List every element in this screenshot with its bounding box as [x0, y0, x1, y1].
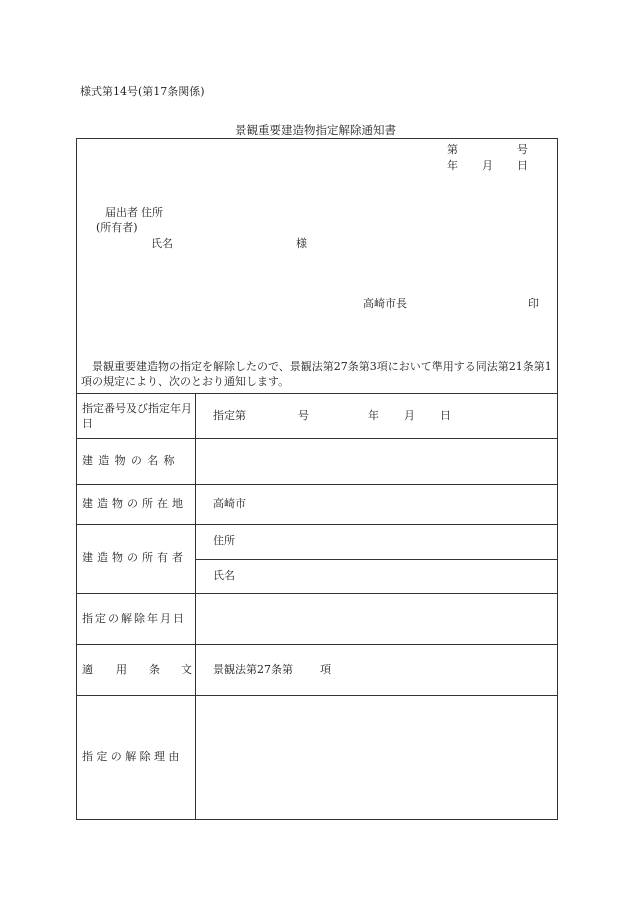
- applicable-law-char-3: 条: [149, 663, 160, 676]
- designation-no-suffix: 号: [298, 409, 309, 422]
- applicable-law-char-1: 適: [82, 663, 93, 676]
- designation-day: 日: [440, 409, 451, 422]
- location-value: 高崎市: [213, 497, 246, 510]
- designation-no-prefix: 指定第: [213, 409, 246, 422]
- table-column-divider: [195, 393, 196, 820]
- applicable-law-char-4: 文: [181, 663, 192, 676]
- row-divider: [76, 484, 558, 485]
- row-divider: [76, 438, 558, 439]
- notifier-name-label: 氏名: [151, 237, 173, 250]
- date-year: 年: [447, 159, 458, 172]
- sub-row-divider: [195, 559, 558, 560]
- applicable-law-value-suffix: 項: [320, 663, 331, 676]
- building-name-label: 建造物の名称: [82, 454, 180, 467]
- applicable-law-value-prefix: 景観法第27条第: [213, 663, 293, 676]
- row-divider: [76, 524, 558, 525]
- owner-name-label: 氏名: [213, 569, 235, 582]
- date-day: 日: [517, 159, 528, 172]
- designation-label: 指定番号及び指定年月日: [82, 402, 192, 430]
- row-divider: [76, 695, 558, 696]
- designation-month: 月: [404, 409, 415, 422]
- applicable-law-char-2: 用: [116, 663, 127, 676]
- notice-body-text: 景観重要建造物の指定を解除したので、景観法第27条第3項において準用する同法第21条第1項の規定により、次のとおり通知します。: [81, 360, 552, 388]
- owner-label: 建造物の所有者: [82, 551, 187, 564]
- location-label: 建造物の所在地: [82, 497, 187, 510]
- form-number: 様式第14号(第17条関係): [80, 85, 205, 98]
- notifier-address-label: 住所: [141, 206, 163, 219]
- owner-address-label: 住所: [213, 534, 235, 547]
- release-date-label: 指定の解除年月日: [82, 612, 186, 625]
- notifier-label: 届出者: [105, 206, 138, 219]
- row-divider: [76, 644, 558, 645]
- designation-year: 年: [368, 409, 379, 422]
- issuer-seal: 印: [528, 297, 539, 310]
- form-frame: [76, 138, 558, 820]
- release-reason-label: 指定の解除理由: [82, 750, 183, 763]
- table-top-border: [76, 393, 558, 394]
- issuer-title: 高崎市長: [363, 297, 407, 310]
- document-title: 景観重要建造物指定解除通知書: [235, 123, 396, 137]
- doc-no-suffix: 号: [517, 143, 528, 156]
- owner-sub-label: (所有者): [96, 221, 138, 234]
- row-divider: [76, 593, 558, 594]
- honorific: 様: [296, 237, 307, 250]
- doc-no-prefix: 第: [447, 143, 458, 156]
- date-month: 月: [482, 159, 493, 172]
